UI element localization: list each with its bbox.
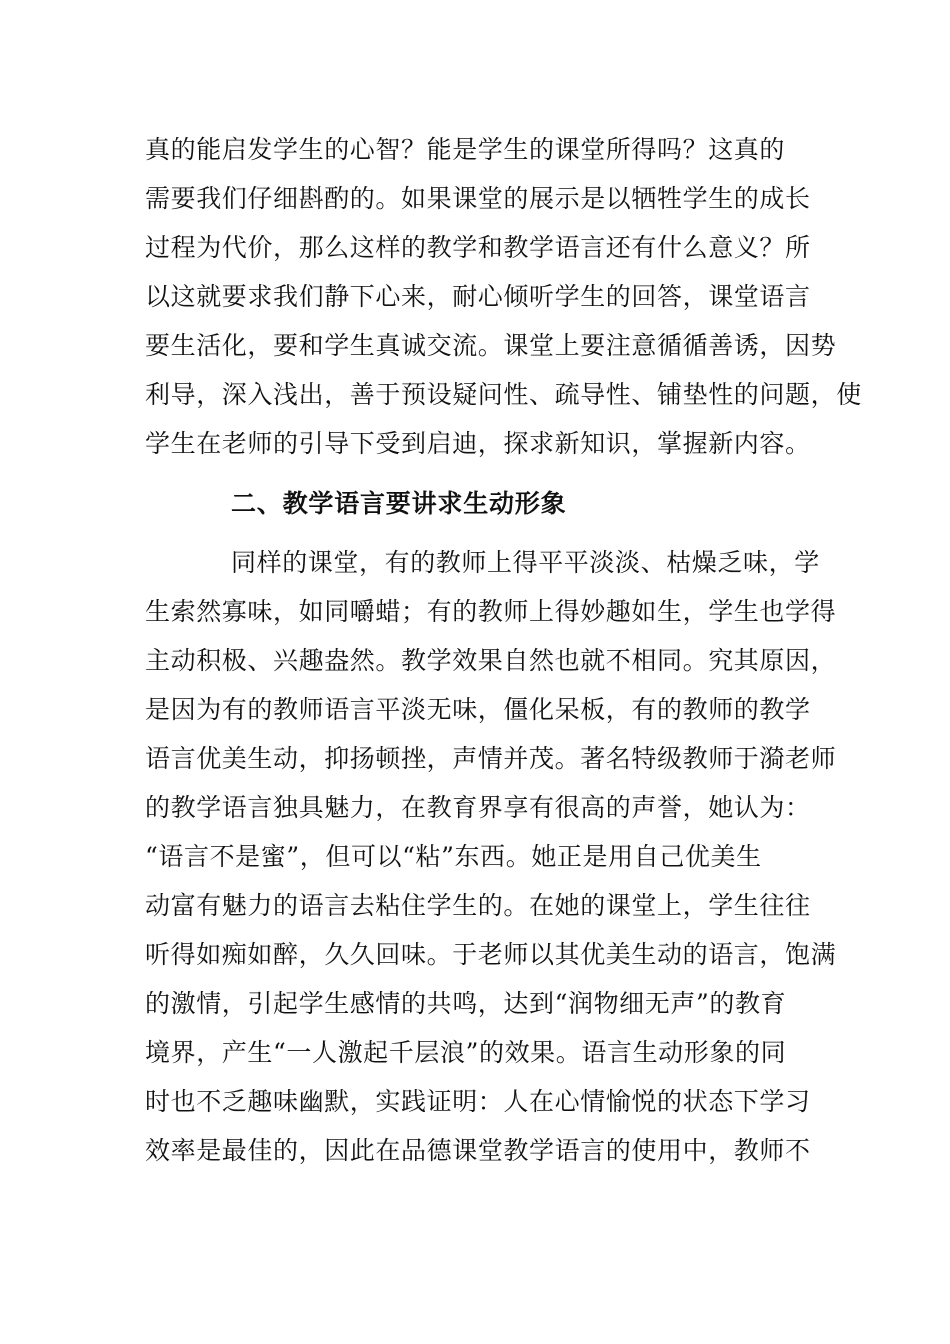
text-line: 以这就要求我们静下心来，耐心倾听学生的回答，课堂语言 xyxy=(145,282,811,311)
text-line: “语言不是蜜”，但可以“粘”东西。她正是用自己优美生 xyxy=(145,842,762,871)
text-line: 学生在老师的引导下受到启迪，探求新知识，掌握新内容。 xyxy=(145,429,811,458)
text-line: 的激情，引起学生感情的共鸣，达到“润物细无声”的教育 xyxy=(145,989,787,1018)
text-line: 的教学语言独具魅力，在教育界享有很高的声誉，她认为： xyxy=(145,793,811,822)
text-line: 需要我们仔细斟酌的。如果课堂的展示是以牺牲学生的成长 xyxy=(145,184,811,213)
text-line: 境界，产生“一人激起千层浪”的效果。语言生动形象的同 xyxy=(145,1038,787,1067)
text-line: 要生活化，要和学生真诚交流。课堂上要注意循循善诱，因势 xyxy=(145,331,837,360)
text-line: 过程为代价，那么这样的教学和教学语言还有什么意义？所 xyxy=(145,233,811,262)
text-line: 语言优美生动，抑扬顿挫，声情并茂。著名特级教师于漪老师 xyxy=(145,744,837,773)
text-line: 真的能启发学生的心智？能是学生的课堂所得吗？这真的 xyxy=(145,135,786,164)
text-line: 是因为有的教师语言平淡无味，僵化呆板，有的教师的教学 xyxy=(145,695,811,724)
text-line: 主动积极、兴趣盎然。教学效果自然也就不相同。究其原因， xyxy=(145,646,837,675)
text-line: 同样的课堂，有的教师上得平平淡淡、枯燥乏味，学 xyxy=(231,548,820,577)
text-line: 动富有魅力的语言去粘住学生的。在她的课堂上，学生往往 xyxy=(145,891,811,920)
section-heading: 二、教学语言要讲求生动形象 xyxy=(231,489,567,518)
text-line: 听得如痴如醉，久久回味。于老师以其优美生动的语言，饱满 xyxy=(145,940,837,969)
text-line: 利导，深入浅出，善于预设疑问性、疏导性、铺垫性的问题，使 xyxy=(145,380,862,409)
text-line: 效率是最佳的，因此在品德课堂教学语言的使用中，教师不 xyxy=(145,1136,811,1165)
text-line: 生索然寡味，如同嚼蜡；有的教师上得妙趣如生，学生也学得 xyxy=(145,597,837,626)
text-line: 时也不乏趣味幽默，实践证明：人在心情愉悦的状态下学习 xyxy=(145,1087,811,1116)
